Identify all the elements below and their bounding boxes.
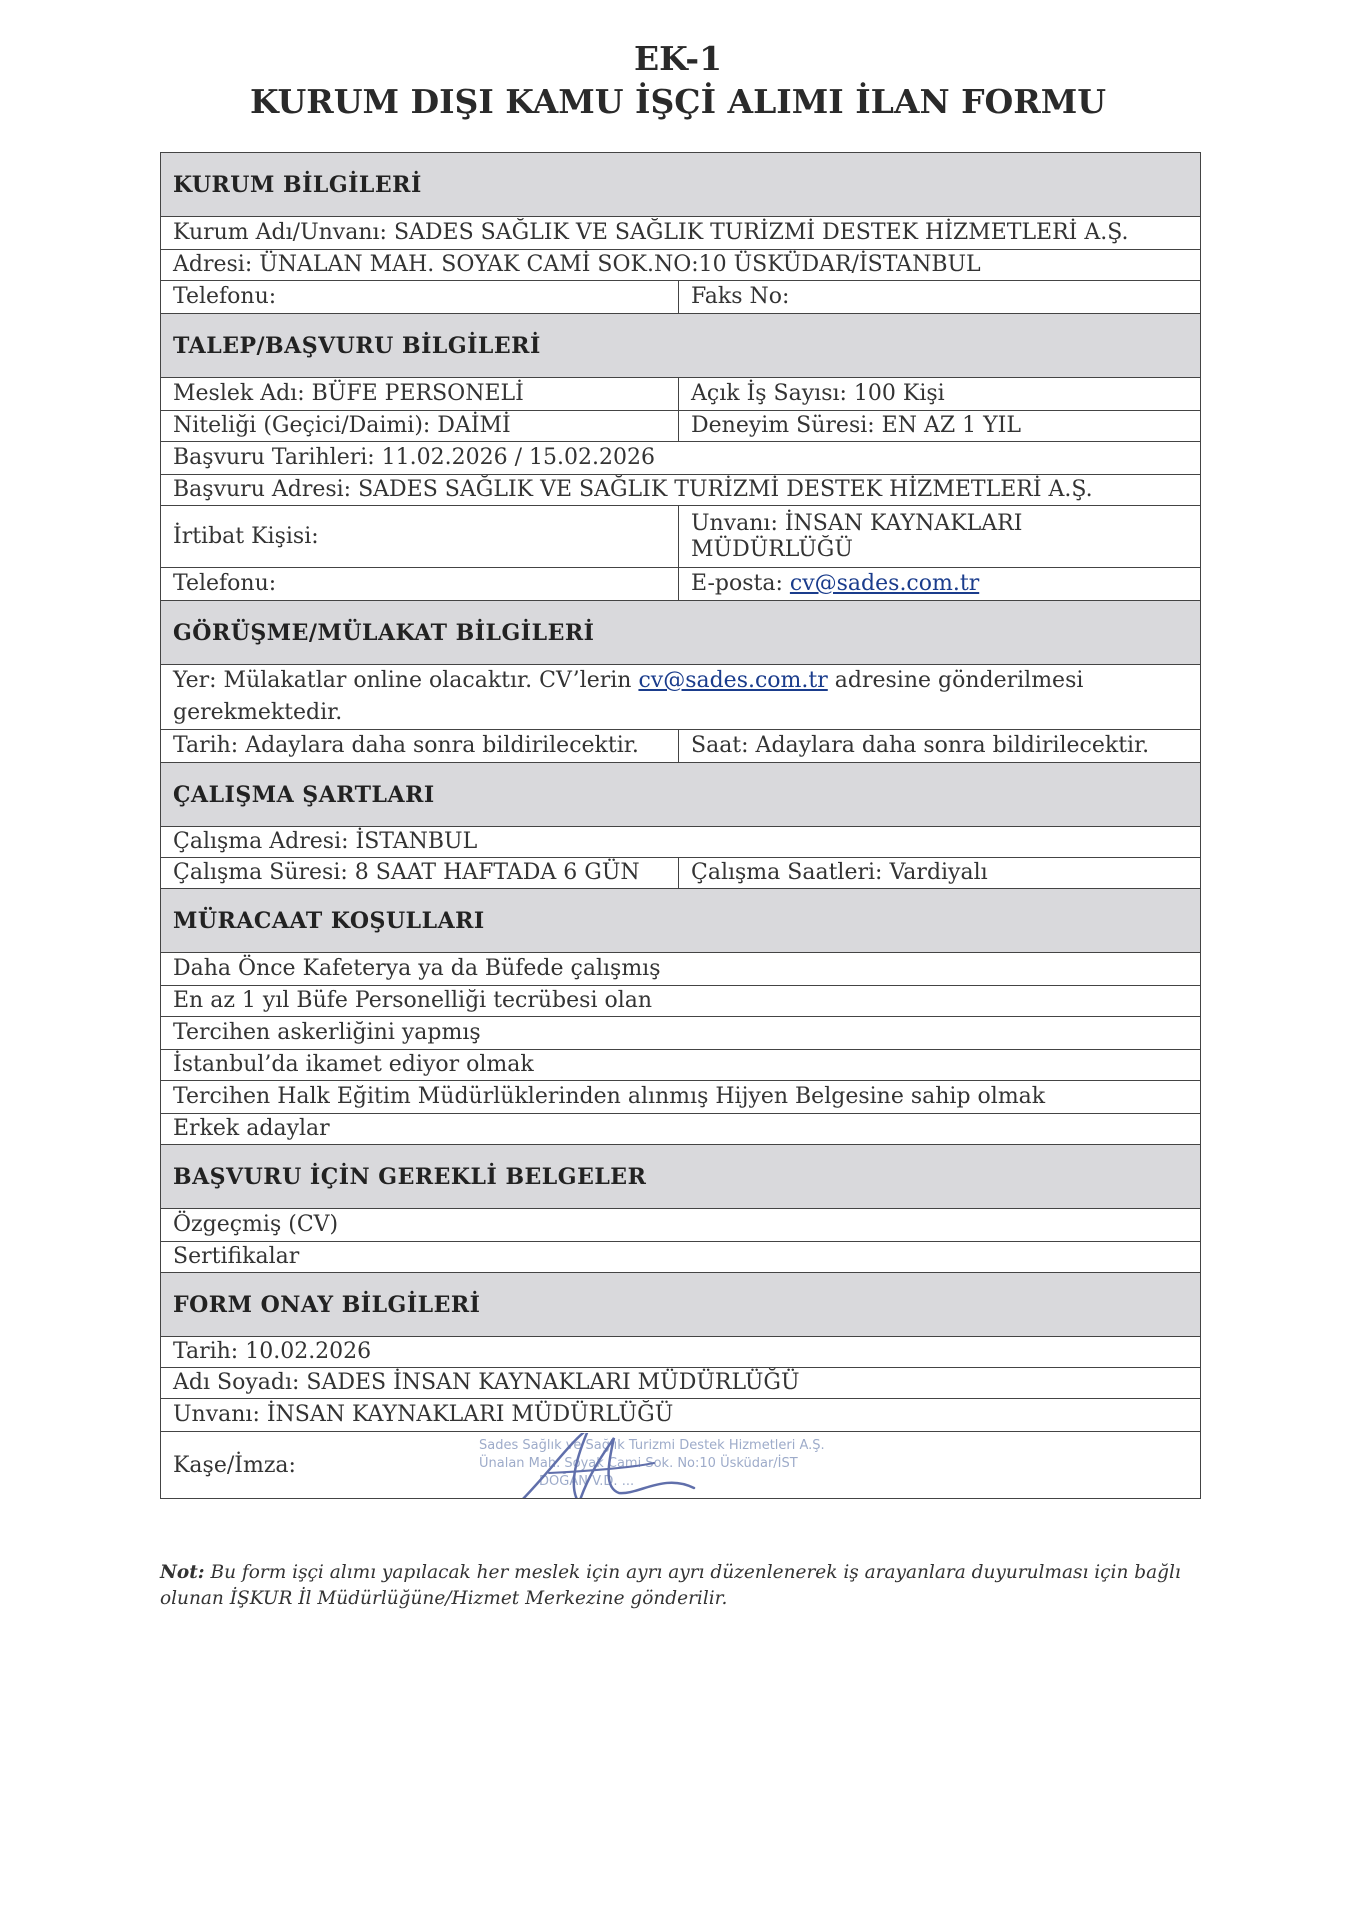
acik-is-sayisi: Açık İş Sayısı: 100 Kişi [679, 378, 1201, 411]
kase-imza-label: Kaşe/İmza: [173, 1453, 296, 1478]
mulakat-saat: Saat: Adaylara daha sonra bildirilecektir. [679, 730, 1201, 763]
basvuru-tarihleri: Başvuru Tarihleri: 11.02.2026 / 15.02.2026 [161, 442, 1201, 475]
belge-item: Özgeçmiş (CV) [161, 1209, 1201, 1242]
footnote [160, 1560, 1200, 1612]
muracaat-item: Tercihen askerliğini yapmış [161, 1017, 1201, 1050]
company-stamp [479, 1433, 825, 1499]
yer-text-pre: Yer: Mülakatlar online olacaktır. CV’lerin [173, 668, 639, 693]
eposta-label: E-posta: [691, 571, 790, 596]
section-muracaat-title: MÜRACAAT KOŞULLARI [161, 889, 1201, 953]
announcement-form-table [160, 152, 1201, 1499]
irtibat-kisisi: İrtibat Kişisi: [161, 506, 679, 568]
irtibat-unvani: Unvanı: İNSAN KAYNAKLARI MÜDÜRLÜĞÜ [679, 506, 1201, 568]
onay-tarih: Tarih: 10.02.2026 [161, 1337, 1201, 1368]
onay-unvan: Unvanı: İNSAN KAYNAKLARI MÜDÜRLÜĞÜ [161, 1399, 1201, 1432]
mulakat-tarih: Tarih: Adaylara daha sonra bildirilecektir. [161, 730, 679, 763]
muracaat-item: İstanbul’da ikamet ediyor olmak [161, 1050, 1201, 1081]
muracaat-item: En az 1 yıl Büfe Personelliği tecrübesi olan [161, 986, 1201, 1017]
section-kurum-title: KURUM BİLGİLERİ [161, 153, 1201, 217]
calisma-suresi: Çalışma Süresi: 8 SAAT HAFTADA 6 GÜN [161, 858, 679, 889]
basvuru-adresi: Başvuru Adresi: SADES SAĞLIK VE SAĞLIK TURİZMİ DESTEK HİZMETLERİ A.Ş. [161, 475, 1201, 506]
note-text: Bu form işçi alımı yapılacak her meslek için ayrı ayrı düzenlenerek iş arayanlara duyurulması için bağlı olunan İŞKUR İl Müdürlüğüne/Hizmet Merkezine gönderilir. [160, 1562, 1181, 1609]
yer-email-link[interactable]: cv@sades.com.tr [638, 668, 828, 693]
kase-imza-cell [161, 1432, 1201, 1499]
note-label: Not: [160, 1562, 205, 1583]
document-title: KURUM DIŞI KAMU İŞÇİ ALIMI İLAN FORMU [249, 82, 1107, 121]
section-talep-title: TALEP/BAŞVURU BİLGİLERİ [161, 314, 1201, 378]
document-header [0, 38, 1356, 124]
muracaat-item: Tercihen Halk Eğitim Müdürlüklerinden alınmış Hijyen Belgesine sahip olmak [161, 1081, 1201, 1114]
deneyim-suresi: Deneyim Süresi: EN AZ 1 YIL [679, 411, 1201, 442]
section-onay-title: FORM ONAY BİLGİLERİ [161, 1273, 1201, 1337]
talep-telefon: Telefonu: [161, 568, 679, 601]
section-gorusme-title: GÖRÜŞME/MÜLAKAT BİLGİLERİ [161, 601, 1201, 665]
talep-eposta [679, 568, 1201, 601]
stamp-line1: Sades Sağlık ve Sağlık Turizmi Destek Hizmetleri A.Ş. [479, 1438, 825, 1453]
signature-area [173, 1435, 1188, 1495]
stamp-line2: Ünalan Mah. Soyak Cami Sok. No:10 Üsküdar/İST [479, 1456, 798, 1471]
onay-adi-soyadi: Adı Soyadı: SADES İNSAN KAYNAKLARI MÜDÜRLÜĞÜ [161, 1368, 1201, 1399]
stamp-line3: DOĞAN V.D. ... [539, 1474, 635, 1489]
kurum-adres: Adresi: ÜNALAN MAH. SOYAK CAMİ SOK.NO:10 ÜSKÜDAR/İSTANBUL [161, 250, 1201, 281]
niteligi: Niteliği (Geçici/Daimi): DAİMİ [161, 411, 679, 442]
calisma-adresi: Çalışma Adresi: İSTANBUL [161, 827, 1201, 858]
muracaat-item: Erkek adaylar [161, 1114, 1201, 1145]
yer-text-post: adresine gönderilmesi gerekmektedir. [173, 668, 1084, 725]
signature-icon [479, 1433, 779, 1499]
section-calisma-title: ÇALIŞMA ŞARTLARI [161, 763, 1201, 827]
annex-label: EK-1 [633, 39, 723, 78]
muracaat-item: Daha Önce Kafeterya ya da Büfede çalışmış [161, 953, 1201, 986]
section-belgeler-title: BAŞVURU İÇİN GEREKLİ BELGELER [161, 1145, 1201, 1209]
meslek-adi: Meslek Adı: BÜFE PERSONELİ [161, 378, 679, 411]
kurum-telefon: Telefonu: [161, 281, 679, 314]
belge-item: Sertifikalar [161, 1242, 1201, 1273]
eposta-link[interactable]: cv@sades.com.tr [789, 571, 980, 596]
kurum-unvan: Kurum Adı/Unvanı: SADES SAĞLIK VE SAĞLIK TURİZMİ DESTEK HİZMETLERİ A.Ş. [161, 217, 1201, 250]
calisma-saatleri: Çalışma Saatleri: Vardiyalı [679, 858, 1201, 889]
kurum-faks: Faks No: [679, 281, 1201, 314]
mulakat-yer [161, 665, 1201, 730]
